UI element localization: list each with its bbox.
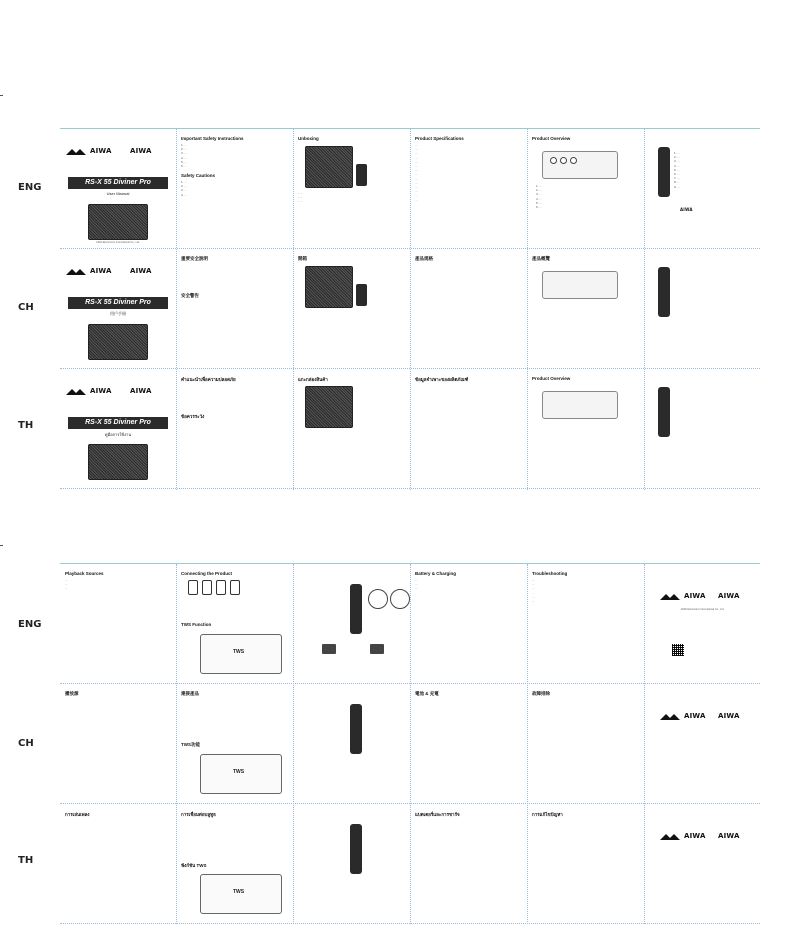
- playback-text: ... ... ...: [65, 578, 68, 591]
- back-footer: AIWA Electronics International Co., Ltd.: [680, 608, 725, 611]
- row-th: [60, 369, 760, 489]
- remote-control-image-th: [658, 387, 670, 437]
- phone-icon: [202, 580, 212, 595]
- section-title-troubleshooting-ch: 故障排除: [532, 691, 550, 696]
- speaker-icon: [322, 644, 336, 654]
- section-title-specs-ch: 產品規格: [415, 256, 433, 261]
- row-eng: [60, 129, 760, 249]
- language-label-eng: ENG: [18, 182, 42, 193]
- remote-brand: AIWA: [680, 207, 693, 212]
- cover-subtitle-th: คู่มือการใช้งาน: [104, 432, 132, 437]
- unboxing-speaker-image-ch: [305, 266, 353, 308]
- model-banner: RS-X 55 Diviner Pro: [68, 177, 168, 189]
- back-brand-logo: AIWA AIWA: [660, 594, 750, 600]
- battery-text: ... ... ...: [415, 578, 418, 591]
- hawk-logo-icon: [660, 714, 680, 720]
- section-title-connecting-th: การเชื่อมต่อบลูทูธ: [181, 812, 216, 817]
- phone-icon: [230, 580, 240, 595]
- control-panel-diagram-th: [542, 391, 618, 419]
- tws-label: TWS: [233, 649, 245, 655]
- remote-control-image-ch: [658, 267, 670, 317]
- section-title-troubleshooting-th: การแก้ไขปัญหา: [532, 812, 563, 817]
- remote-legend: 1. ... 2. ... 3. ... 4. ... 5. ... 6. ... 7. ... 8. ... 9. ...: [674, 151, 680, 189]
- safety-cautions-text: 1. ... 2. ... 3. ... 4. ...: [181, 180, 187, 197]
- phone-icon: [216, 580, 226, 595]
- section-title-overview-ch: 產品概覽: [532, 256, 550, 261]
- remote-control-image-2: [350, 584, 362, 634]
- manual-sheet-back: [60, 563, 760, 924]
- phone-icon: [188, 580, 198, 595]
- back-brand-logo-th: AIWA AIWA: [660, 834, 750, 840]
- knob-3: [570, 157, 577, 164]
- speaker-image-ch: [88, 324, 148, 360]
- overview-legend: 1. ... 2. ... 3. ... 4. ... 5. ... 6. ...: [536, 184, 542, 210]
- section-title-unboxing: Unboxing: [298, 136, 319, 141]
- model-banner-ch: RS-X 55 Diviner Pro: [68, 297, 168, 309]
- section-title-playback-ch: 播放源: [65, 691, 79, 696]
- section-title-tws-ch: TWS功能: [181, 742, 200, 747]
- section-title-troubleshooting: Troubleshooting: [532, 571, 568, 576]
- section-title-safety-cautions-th: ข้อควรระวัง: [181, 414, 205, 419]
- row2-th: [60, 804, 760, 924]
- knob-1: [550, 157, 557, 164]
- model-banner-th: RS-X 55 Diviner Pro: [68, 417, 168, 429]
- back-brand-logo-ch: AIWA AIWA: [660, 714, 750, 720]
- control-panel-diagram-ch: [542, 271, 618, 299]
- remote-control-image-ch-2: [350, 704, 362, 754]
- hawk-logo-icon: [66, 149, 86, 155]
- section-title-playback-th: การเล่นเพลง: [65, 812, 90, 817]
- hawk-logo-icon: [66, 269, 86, 275]
- knob-2: [560, 157, 567, 164]
- hawk-logo-icon: [660, 594, 680, 600]
- section-title-connecting: Connecting the Product: [181, 571, 232, 576]
- unboxing-speaker-image-th: [305, 386, 353, 428]
- hawk-logo-icon: [660, 834, 680, 840]
- section-title-battery: Battery & Charging: [415, 571, 457, 576]
- section-title-battery-ch: 電池 & 充電: [415, 691, 439, 696]
- strap-image: [356, 164, 367, 186]
- section-title-safety-cautions-ch: 安全警告: [181, 293, 199, 298]
- step-circle: [390, 589, 410, 609]
- section-title-specs-th: ข้อมูลจำเพาะของผลิตภัณฑ์: [415, 377, 469, 382]
- section-title-safety-cautions: Safety Cautions: [181, 173, 216, 178]
- section-title-overview: Product Overview: [532, 136, 571, 141]
- section-title-battery-th: แบตเตอรี่และการชาร์จ: [415, 812, 460, 817]
- cover-subtitle: User Manual: [106, 191, 130, 196]
- troubleshooting-text: ... ... ... ... ... ...: [532, 578, 535, 604]
- language-label-th: TH: [18, 420, 34, 431]
- qr-code-icon: [672, 644, 684, 656]
- cover-footer: AIWA Electronics International Co., Ltd.: [96, 241, 140, 244]
- language-label-eng-2: ENG: [18, 619, 42, 630]
- row2-ch: [60, 684, 760, 804]
- tws-label-ch: TWS: [233, 769, 245, 775]
- row2-eng: [60, 564, 760, 684]
- specs-text: ... ... ... ... ... ... ... ... ... ... ... ... ... ...: [415, 143, 418, 202]
- unboxing-speaker-image: [305, 146, 353, 188]
- section-title-unboxing-ch: 開箱: [298, 256, 307, 261]
- section-title-unboxing-th: แกะกล่องสินค้า: [298, 377, 328, 382]
- cover-subtitle-ch: 用戶手冊: [110, 311, 126, 316]
- remote-control-image-th-2: [350, 824, 362, 874]
- brand-logo-ch: AIWA AIWA: [66, 269, 166, 275]
- row-ch: [60, 249, 760, 369]
- section-title-tws: TWS Function: [181, 622, 212, 627]
- tws-label-th: TWS: [233, 889, 245, 895]
- language-label-ch: CH: [18, 302, 34, 313]
- section-title-safety-ch: 重要安全說明: [181, 256, 208, 261]
- hawk-logo-icon: [66, 389, 86, 395]
- fold-mark: [0, 545, 3, 546]
- remote-control-image: [658, 147, 670, 197]
- manual-sheet-front: [60, 128, 760, 490]
- section-title-safety-th: คำแนะนำเพื่อความปลอดภัย: [181, 377, 236, 382]
- unboxing-list: - ... - ... - ...: [298, 191, 303, 204]
- section-title-specs: Product Specifications: [415, 136, 464, 141]
- step-circle: [368, 589, 388, 609]
- control-panel-diagram: [542, 151, 618, 179]
- section-title-tws-th: ฟังก์ชัน TWS: [181, 863, 207, 868]
- language-label-th-2: TH: [18, 855, 34, 866]
- section-title-playback: Playback Sources: [65, 571, 104, 576]
- section-title-connecting-ch: 連接產品: [181, 691, 199, 696]
- speaker-image-th: [88, 444, 148, 480]
- strap-image-ch: [356, 284, 367, 306]
- brand-logo: AIWA AIWA: [66, 149, 166, 155]
- fold-mark: [0, 95, 3, 96]
- section-title-safety: Important Safety Instructions: [181, 136, 244, 141]
- safety-text: 1. ... 2. ... 3. ... 4. ... 5. ... 6. ...: [181, 143, 187, 169]
- speaker-icon: [370, 644, 384, 654]
- speaker-image: [88, 204, 148, 240]
- language-label-ch-2: CH: [18, 738, 34, 749]
- section-title-overview-th: Product Overview: [532, 376, 571, 381]
- brand-logo-th: AIWA AIWA: [66, 389, 166, 395]
